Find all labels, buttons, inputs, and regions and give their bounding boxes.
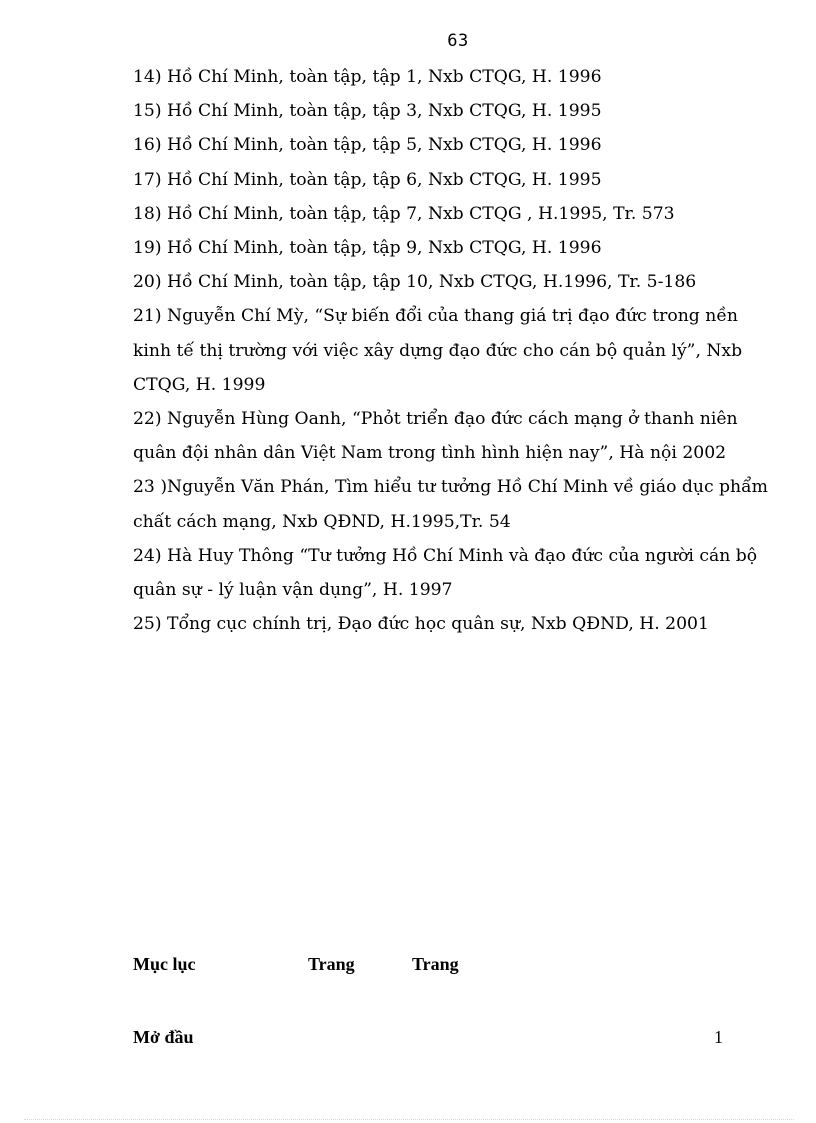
reference-item: 15) Hồ Chí Minh, toàn tập, tập 3, Nxb CTQG, H. 1995 [133, 101, 602, 122]
toc-header [133, 954, 773, 978]
reference-item: 21) Nguyễn Chí Mỳ, “Sự biến đổi của thang giá trị đạo đức trong nền kinh tế thị trường với việc xây dựng đạo đức cho cán bộ quản lý”, Nxb CTQG, H. 1999 [133, 306, 743, 395]
reference-item: 14) Hồ Chí Minh, toàn tập, tập 1, Nxb CTQG, H. 1996 [133, 67, 602, 87]
toc-row-page: 1 [714, 1027, 723, 1047]
toc-row-title: Mở đầu [133, 1027, 194, 1047]
reference-item: 25) Tổng cục chính trị, Đạo đức học quân sự, Nxb QĐND, H. 2001 [133, 614, 709, 635]
page-number: 63 [447, 31, 469, 51]
reference-item: 20) Hồ Chí Minh, toàn tập, tập 10, Nxb CTQG, H.1996, Tr. 5-186 [133, 272, 697, 293]
toc-row [133, 1027, 723, 1051]
toc-heading: Mục lục [133, 954, 196, 974]
reference-item: 23 )Nguyễn Văn Phán, Tìm hiểu tư tưởng Hồ Chí Minh về giáo dục phẩm chất cách mạng, Nxb QĐND, H.1995,Tr. 54 [133, 477, 768, 532]
reference-item: 19) Hồ Chí Minh, toàn tập, tập 9, Nxb CTQG, H. 1996 [133, 238, 602, 259]
reference-item: 17) Hồ Chí Minh, toàn tập, tập 6, Nxb CTQG, H. 1995 [133, 169, 602, 190]
reference-item: 22) Nguyễn Hùng Oanh, “Phỏt triển đạo đức cách mạng ở thanh niên quân đội nhân dân Việt Nam trong tình hình hiện nay”, Hà nội 2002 [133, 409, 738, 464]
reference-item: 16) Hồ Chí Minh, toàn tập, tập 5, Nxb CTQG, H. 1996 [133, 135, 602, 156]
toc-column-label: Trang [308, 954, 355, 974]
toc-column-label: Trang [412, 954, 459, 974]
reference-item: 18) Hồ Chí Minh, toàn tập, tập 7, Nxb CTQG , H.1995, Tr. 573 [133, 203, 675, 224]
reference-item: 24) Hà Huy Thông “Tư tưởng Hồ Chí Minh và đạo đức của người cán bộ quân sự - lý luận vận dụng”, H. 1997 [133, 545, 758, 601]
page-bottom-rule [24, 1119, 794, 1120]
reference-list [133, 60, 773, 641]
